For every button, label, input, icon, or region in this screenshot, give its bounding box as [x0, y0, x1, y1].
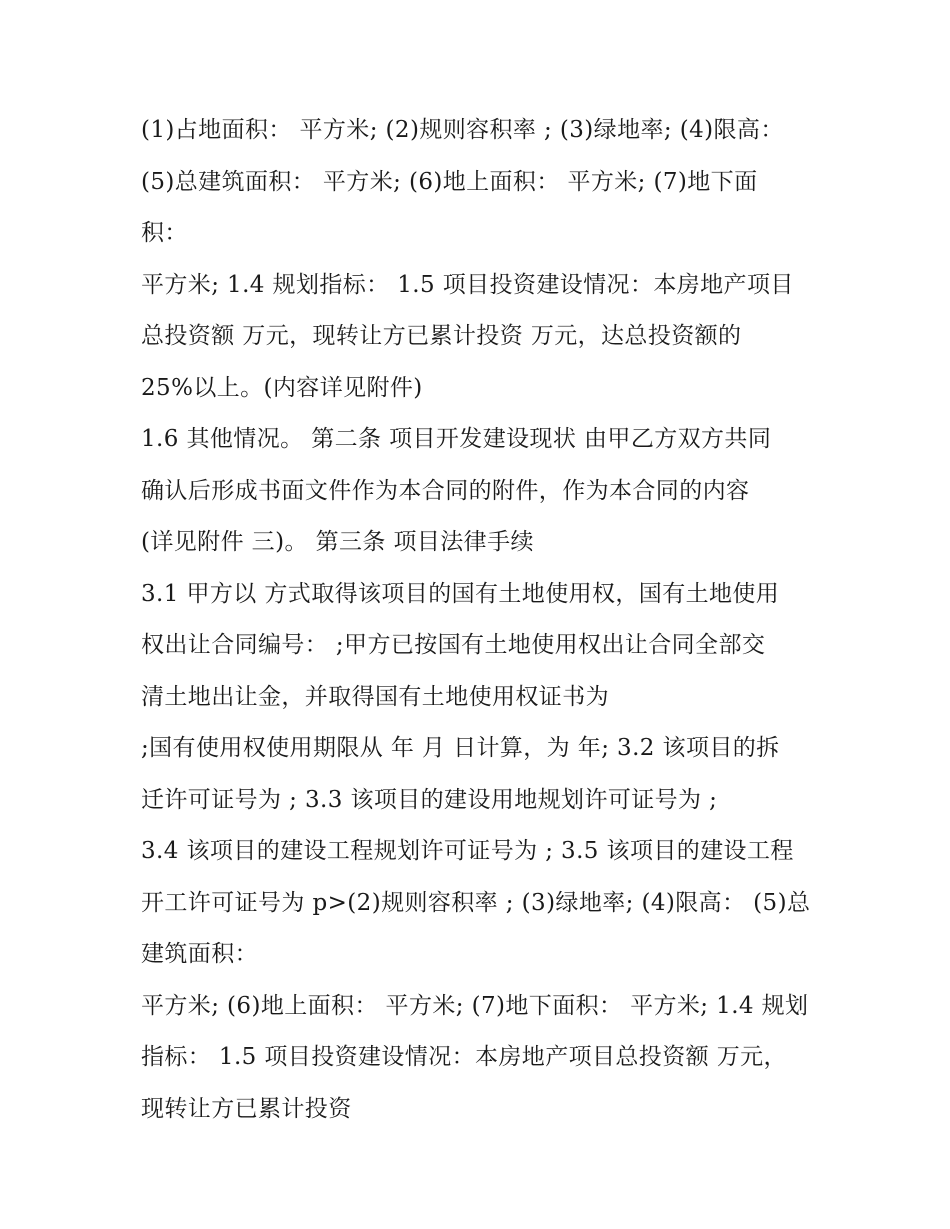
text-line: 积： [141, 220, 188, 246]
text-line: 权出让合同编号： ;甲方已按国有土地使用权出让合同全部交 [141, 632, 766, 658]
text-line: 建筑面积： [141, 941, 258, 967]
text-line: (详见附件 三)。 第三条 项目法律手续 [141, 529, 534, 555]
text-line: 确认后形成书面文件作为本合同的附件，作为本合同的内容 [141, 477, 750, 504]
text-line: 开工许可证号为 p>(2)规则容积率 ; (3)绿地率; (4)限高： (5)总 [141, 889, 811, 916]
text-line: 平方米; (6)地上面积： 平方米; (7)地下面积： 平方米; 1.4 规划 [141, 992, 809, 1019]
text-line: 清土地出让金，并取得国有土地使用权证书为 [141, 683, 609, 710]
text-line: 迁许可证号为 ; 3.3 该项目的建设用地规划许可证号为 ; [141, 786, 718, 813]
document-body [141, 105, 821, 1135]
text-line: (1)占地面积： 平方米; (2)规则容积率 ; (3)绿地率; (4)限高： [141, 117, 784, 143]
text-line: 总投资额 万元，现转让方已累计投资 万元，达总投资额的 [141, 323, 742, 349]
text-line: 25%以上。(内容详见附件) [141, 374, 423, 401]
text-line: (5)总建筑面积： 平方米; (6)地上面积： 平方米; (7)地下面 [141, 168, 758, 195]
text-line: 1.6 其他情况。 第二条 项目开发建设现状 由甲乙方双方共同 [141, 426, 772, 452]
text-line: 指标： 1.5 项目投资建设情况：本房地产项目总投资额 万元， [141, 1044, 787, 1070]
text-line: 3.4 该项目的建设工程规划许可证号为 ; 3.5 该项目的建设工程 [141, 838, 794, 864]
text-line: 3.1 甲方以 方式取得该项目的国有土地使用权，国有土地使用 [141, 580, 780, 607]
text-line: 平方米; 1.4 规划指标： 1.5 项目投资建设情况：本房地产项目 [141, 271, 794, 298]
text-line: 现转让方已累计投资 [141, 1095, 352, 1122]
text-line: ;国有使用权使用期限从 年 月 日计算，为 年; 3.2 该项目的拆 [141, 735, 780, 761]
